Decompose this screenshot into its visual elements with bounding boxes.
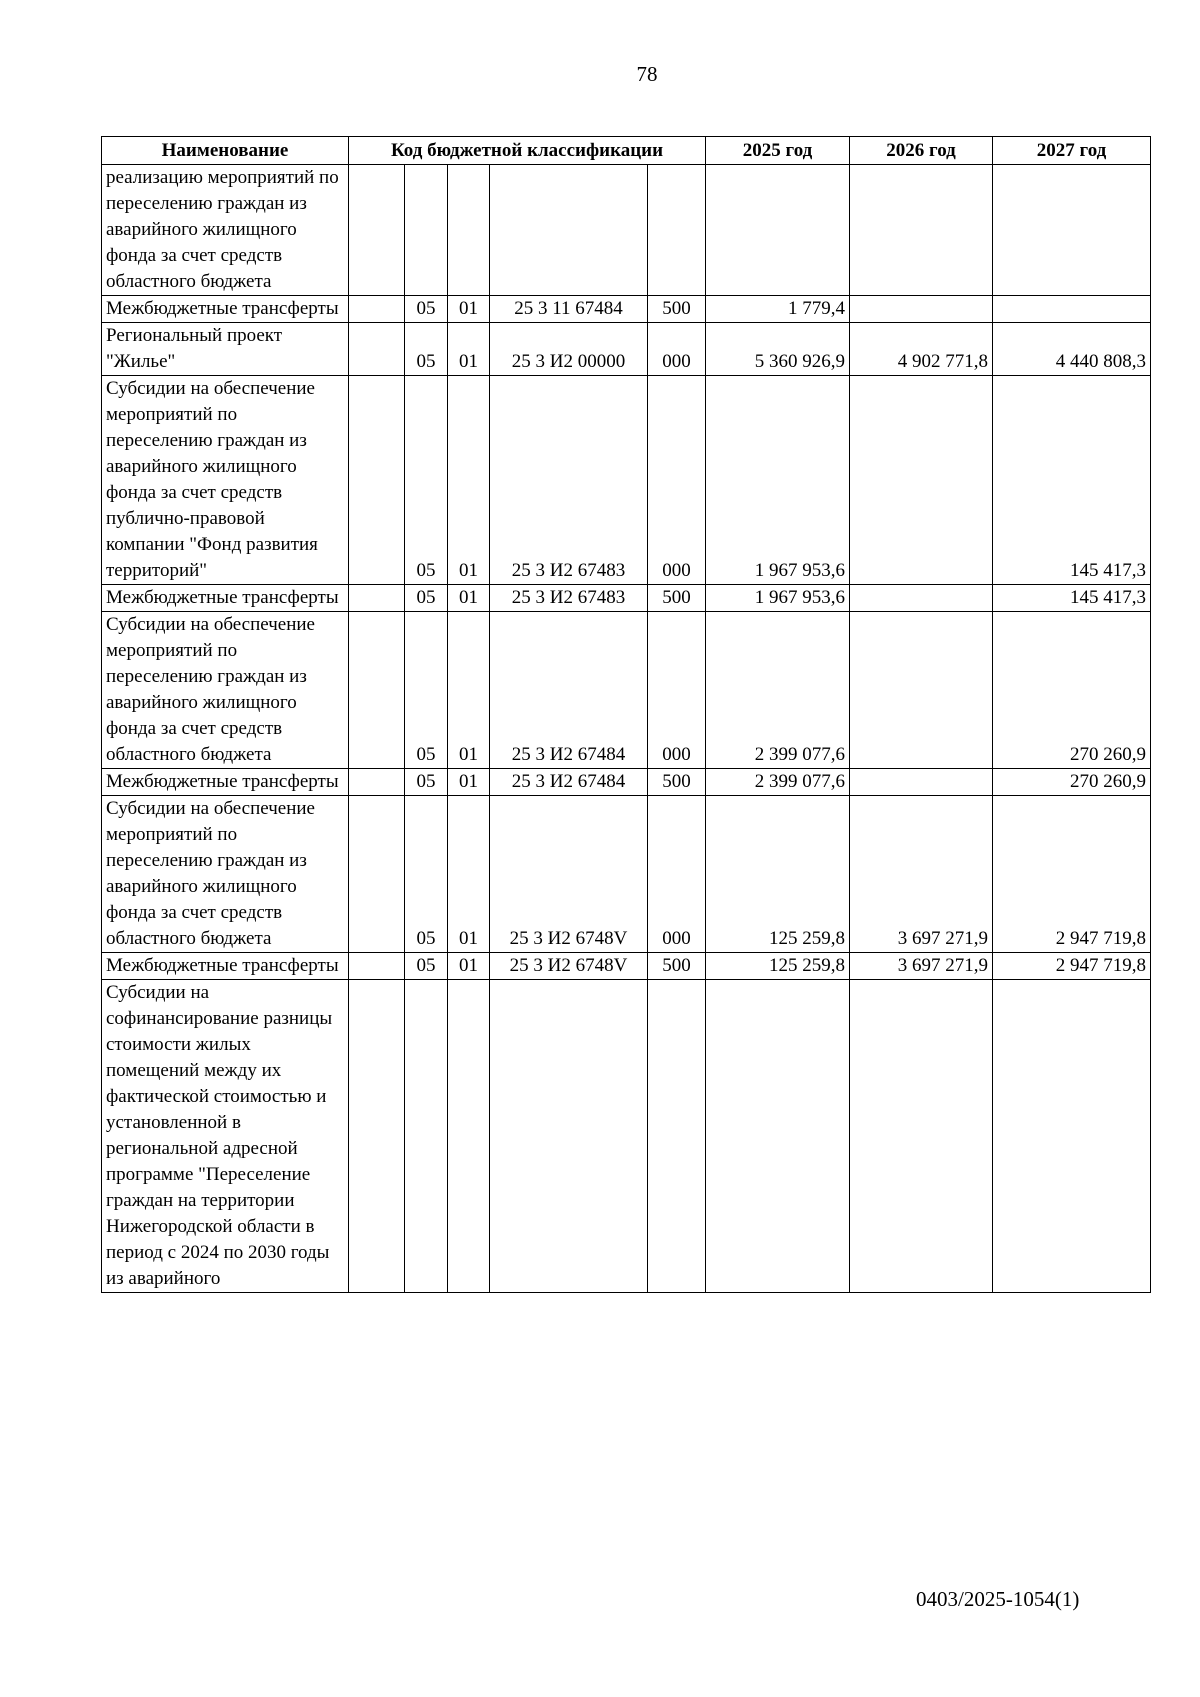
code-subsection: 01 <box>448 796 490 953</box>
value-2025: 2 399 077,6 <box>706 612 850 769</box>
code-part <box>349 612 405 769</box>
header-2027: 2027 год <box>993 137 1151 165</box>
table-row <box>102 980 1151 1293</box>
value-2026: 4 902 771,8 <box>850 323 993 376</box>
table-header-row <box>102 137 1151 165</box>
row-name: Субсидии на обеспечение мероприятий по переселению граждан из аварийного жилищного фонда за счет средств областного бюджета <box>102 796 349 953</box>
value-2026 <box>850 612 993 769</box>
code-target-article: 25 3 И2 67484 <box>490 612 648 769</box>
code-expense-type: 500 <box>648 296 706 323</box>
value-2027: 2 947 719,8 <box>993 796 1151 953</box>
row-name: Региональный проект "Жилье" <box>102 323 349 376</box>
code-target-article <box>490 165 648 296</box>
value-2026: 3 697 271,9 <box>850 953 993 980</box>
value-2025 <box>706 165 850 296</box>
header-name: Наименование <box>102 137 349 165</box>
value-2027: 2 947 719,8 <box>993 953 1151 980</box>
value-2025: 2 399 077,6 <box>706 769 850 796</box>
code-expense-type: 500 <box>648 953 706 980</box>
code-target-article: 25 3 И2 67483 <box>490 585 648 612</box>
code-expense-type: 000 <box>648 796 706 953</box>
code-section: 05 <box>405 296 448 323</box>
document-number: 0403/2025-1054(1) <box>916 1587 1080 1611</box>
code-part <box>349 769 405 796</box>
code-expense-type <box>648 980 706 1293</box>
code-subsection: 01 <box>448 585 490 612</box>
row-name: Субсидии на обеспечение мероприятий по переселению граждан из аварийного жилищного фонда за счет средств областного бюджета <box>102 612 349 769</box>
table-row <box>102 296 1151 323</box>
table-row <box>102 612 1151 769</box>
code-part <box>349 165 405 296</box>
code-expense-type: 500 <box>648 585 706 612</box>
code-subsection <box>448 980 490 1293</box>
code-subsection: 01 <box>448 296 490 323</box>
code-expense-type: 500 <box>648 769 706 796</box>
code-target-article: 25 3 И2 00000 <box>490 323 648 376</box>
value-2025: 1 779,4 <box>706 296 850 323</box>
value-2026 <box>850 585 993 612</box>
code-target-article: 25 3 И2 67483 <box>490 376 648 585</box>
row-name: Межбюджетные трансферты <box>102 769 349 796</box>
code-part <box>349 376 405 585</box>
value-2027 <box>993 165 1151 296</box>
code-subsection <box>448 165 490 296</box>
code-subsection: 01 <box>448 612 490 769</box>
code-section <box>405 165 448 296</box>
table-row <box>102 376 1151 585</box>
table-row <box>102 769 1151 796</box>
row-name: реализацию мероприятий по переселению граждан из аварийного жилищного фонда за счет средств областного бюджета <box>102 165 349 296</box>
page-number: 78 <box>636 62 658 86</box>
value-2026 <box>850 165 993 296</box>
code-part <box>349 980 405 1293</box>
value-2025: 5 360 926,9 <box>706 323 850 376</box>
code-subsection: 01 <box>448 769 490 796</box>
code-target-article: 25 3 И2 6748V <box>490 796 648 953</box>
value-2027 <box>993 296 1151 323</box>
header-code: Код бюджетной классификации <box>349 137 706 165</box>
code-section: 05 <box>405 585 448 612</box>
code-target-article: 25 3 И2 67484 <box>490 769 648 796</box>
row-name: Субсидии на софинансирование разницы стоимости жилых помещений между их фактической стоимостью и установленной в региональной адресной программе "Переселение граждан на территории Нижегородской области в период с 2024 по 2030 годы из аварийного <box>102 980 349 1293</box>
code-expense-type: 000 <box>648 612 706 769</box>
code-section: 05 <box>405 323 448 376</box>
code-section: 05 <box>405 769 448 796</box>
code-part <box>349 323 405 376</box>
code-section: 05 <box>405 796 448 953</box>
code-subsection: 01 <box>448 323 490 376</box>
value-2027: 145 417,3 <box>993 585 1151 612</box>
code-expense-type: 000 <box>648 323 706 376</box>
table-row <box>102 796 1151 953</box>
code-target-article: 25 3 И2 6748V <box>490 953 648 980</box>
row-name: Субсидии на обеспечение мероприятий по переселению граждан из аварийного жилищного фонда за счет средств публично-правовой компании "Фонд развития территорий" <box>102 376 349 585</box>
value-2025: 125 259,8 <box>706 796 850 953</box>
header-2025: 2025 год <box>706 137 850 165</box>
value-2026 <box>850 980 993 1293</box>
value-2027 <box>993 980 1151 1293</box>
value-2027: 145 417,3 <box>993 376 1151 585</box>
code-target-article: 25 3 11 67484 <box>490 296 648 323</box>
value-2026: 3 697 271,9 <box>850 796 993 953</box>
value-2025: 125 259,8 <box>706 953 850 980</box>
value-2027: 270 260,9 <box>993 612 1151 769</box>
table-row <box>102 953 1151 980</box>
code-section: 05 <box>405 612 448 769</box>
value-2025: 1 967 953,6 <box>706 376 850 585</box>
code-part <box>349 585 405 612</box>
code-target-article <box>490 980 648 1293</box>
table-row <box>102 585 1151 612</box>
table-row <box>102 323 1151 376</box>
code-section: 05 <box>405 376 448 585</box>
row-name: Межбюджетные трансферты <box>102 953 349 980</box>
value-2026 <box>850 769 993 796</box>
row-name: Межбюджетные трансферты <box>102 296 349 323</box>
code-expense-type: 000 <box>648 376 706 585</box>
value-2026 <box>850 376 993 585</box>
code-subsection: 01 <box>448 953 490 980</box>
code-part <box>349 953 405 980</box>
table-row <box>102 165 1151 296</box>
value-2025: 1 967 953,6 <box>706 585 850 612</box>
value-2026 <box>850 296 993 323</box>
budget-table <box>101 136 1151 1293</box>
code-expense-type <box>648 165 706 296</box>
value-2025 <box>706 980 850 1293</box>
code-part <box>349 796 405 953</box>
header-2026: 2026 год <box>850 137 993 165</box>
code-subsection: 01 <box>448 376 490 585</box>
value-2027: 4 440 808,3 <box>993 323 1151 376</box>
code-part <box>349 296 405 323</box>
code-section <box>405 980 448 1293</box>
row-name: Межбюджетные трансферты <box>102 585 349 612</box>
value-2027: 270 260,9 <box>993 769 1151 796</box>
code-section: 05 <box>405 953 448 980</box>
